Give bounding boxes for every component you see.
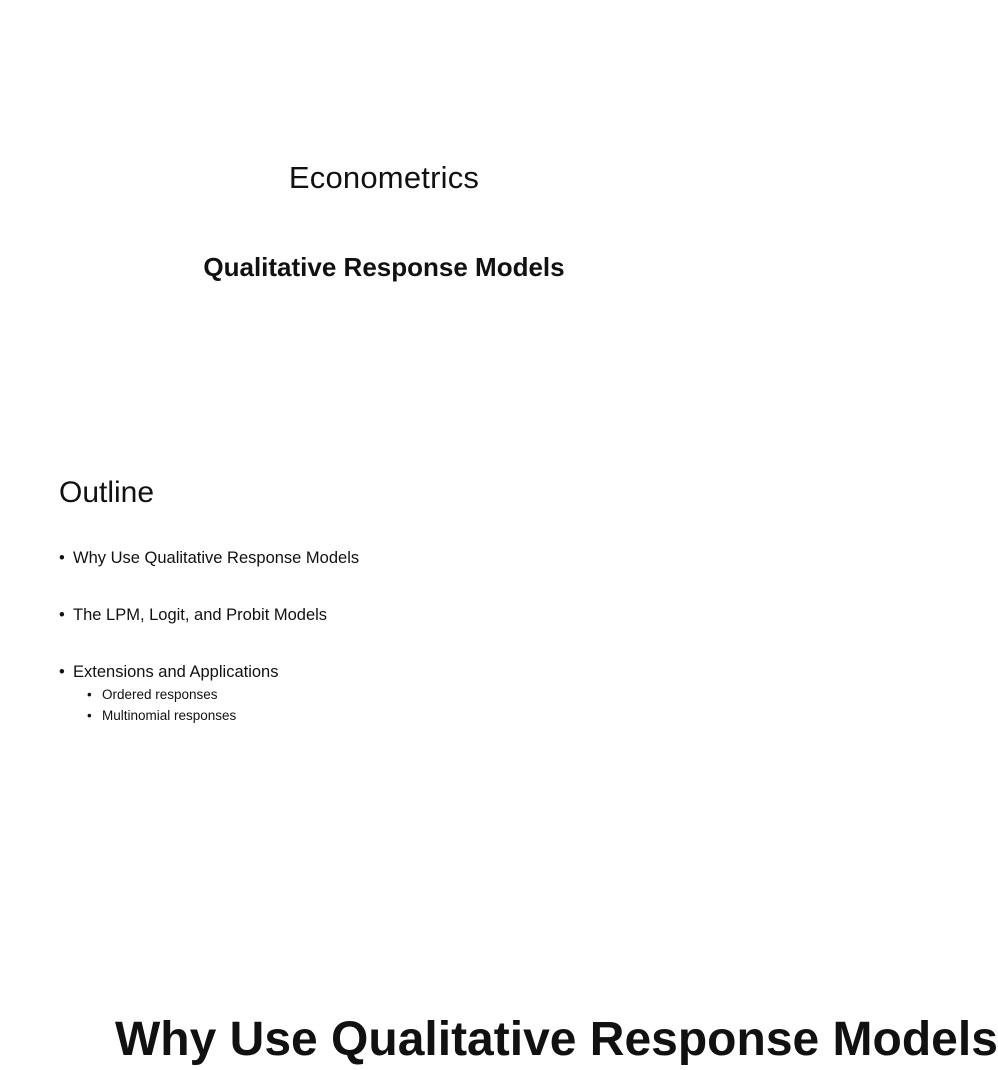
outline-slide [0,432,768,864]
title-slide [0,0,768,432]
outline-heading: Outline [59,476,155,509]
sub-bullet-list [73,684,359,726]
sub-bullet-item [87,705,359,726]
slide-subtitle: Qualitative Response Models [203,252,565,282]
next-slide-partial [0,864,998,1066]
bullet-text: Extensions and Applications [73,663,279,681]
next-slide-heading: Why Use Qualitative Response Models [115,1013,998,1066]
bullet-item [59,548,359,568]
sub-bullet-item [87,684,359,705]
sub-bullet-text: Ordered responses [102,687,218,702]
bullet-text: Why Use Qualitative Response Models [73,549,360,567]
bullet-item [59,662,359,726]
sub-bullet-text: Multinomial responses [102,708,237,723]
outline-bullet-list [59,548,359,726]
bullet-text: The LPM, Logit, and Probit Models [73,606,328,624]
slide-title: Econometrics [288,160,480,195]
bullet-item [59,605,359,625]
